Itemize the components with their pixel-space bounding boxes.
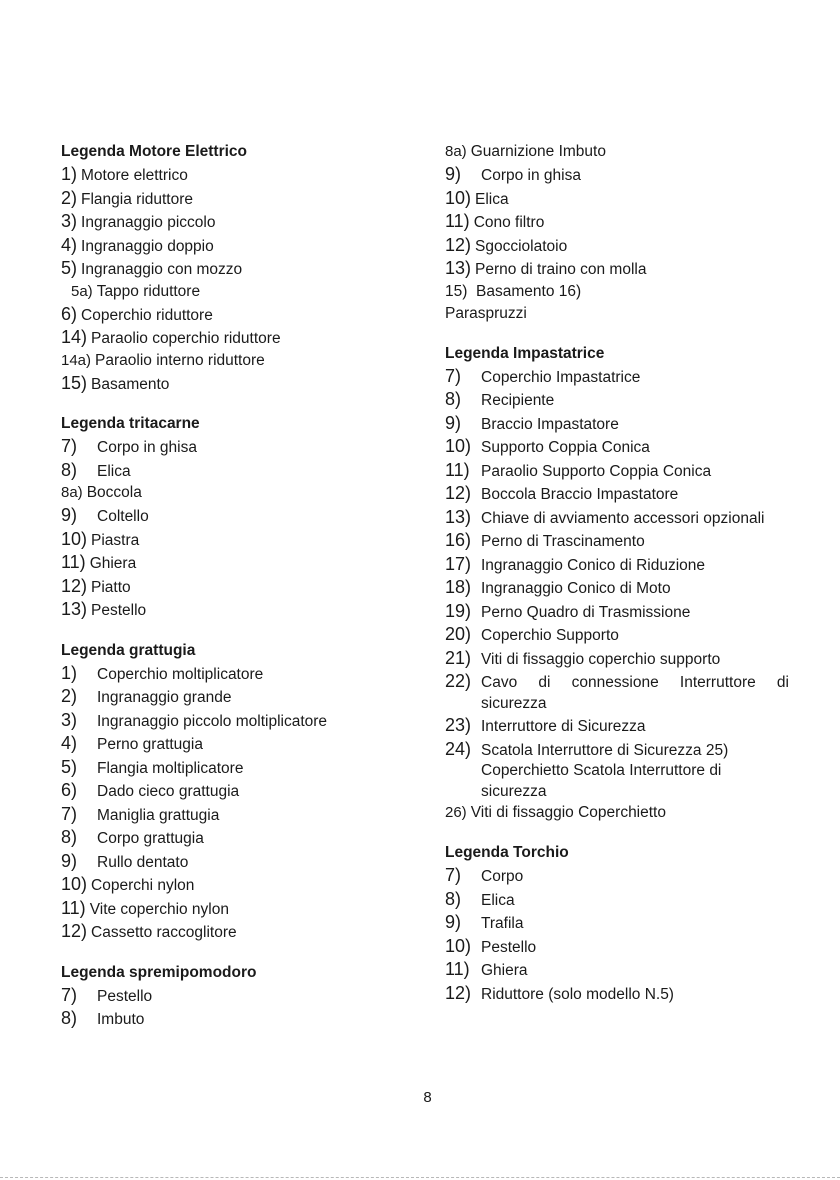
item-number: 18) — [445, 577, 472, 597]
item-number: 3) — [61, 709, 78, 730]
legend-item — [61, 372, 391, 396]
item-number: 8) — [61, 827, 78, 847]
legend-item — [445, 412, 789, 436]
item-number: 19) — [445, 600, 472, 621]
legend-item — [61, 187, 391, 211]
legend-item — [445, 888, 789, 912]
item-text: Tappo riduttore — [96, 282, 201, 300]
item-number: 6) — [61, 303, 78, 324]
legend-item — [61, 210, 391, 234]
item-text: Basamento 16) Paraspruzzi — [445, 282, 582, 322]
item-text: Corpo — [481, 868, 524, 885]
legend-item — [445, 506, 789, 530]
item-number: 12) — [445, 483, 472, 503]
item-number: 8) — [445, 389, 462, 409]
item-number: 12) — [445, 982, 472, 1003]
item-number: 14) — [61, 327, 88, 347]
item-text: Paraolio coperchio riduttore — [91, 330, 281, 347]
item-number: 10) — [445, 935, 472, 956]
item-number: 16) — [445, 530, 472, 550]
legend-item — [445, 234, 789, 258]
item-text: Vite coperchio nylon — [89, 900, 229, 918]
legend-item — [445, 738, 789, 803]
item-text: Rullo dentato — [97, 853, 189, 871]
item-text: Sgocciolatoio — [475, 237, 568, 255]
legend-item — [61, 826, 391, 850]
item-number: 2) — [61, 187, 78, 208]
item-text: Corpo in ghisa — [481, 167, 581, 184]
item-number: 5) — [61, 756, 78, 777]
legend-item — [61, 575, 391, 599]
item-number: 11) — [445, 459, 470, 480]
item-text: Corpo grattugia — [97, 830, 204, 847]
item-number: 8) — [61, 1008, 78, 1028]
legend-section-tritacarne — [61, 413, 391, 622]
legend-item — [445, 435, 789, 459]
item-number: 24) — [445, 738, 472, 759]
legend-item — [445, 576, 789, 600]
item-text: Perno di Trascinamento — [481, 533, 645, 550]
item-text: Recipiente — [481, 392, 555, 409]
item-number: 9) — [445, 912, 462, 932]
item-number: 3) — [61, 211, 78, 231]
legend-item — [445, 482, 789, 506]
legend-item — [61, 528, 391, 552]
item-text: Coperchio moltiplicatore — [97, 665, 264, 683]
legend-item — [445, 529, 789, 553]
legend-item — [61, 598, 391, 622]
legend-item — [61, 281, 391, 303]
item-number: 4) — [61, 733, 78, 753]
legend-item — [445, 958, 789, 982]
item-text: Boccola — [86, 484, 142, 501]
item-text: Paraolio interno riduttore — [95, 351, 265, 369]
item-number: 7) — [445, 865, 462, 885]
item-number: 8) — [445, 888, 462, 909]
legend-item — [445, 141, 789, 163]
item-number: 13) — [445, 258, 472, 278]
item-number: 17) — [445, 553, 472, 574]
legend-item — [61, 482, 391, 504]
legend-item — [61, 897, 391, 921]
item-text: Cono filtro — [473, 214, 545, 231]
item-number: 9) — [61, 505, 78, 525]
legend-item — [61, 756, 391, 780]
legend-item — [61, 685, 391, 709]
item-text: Riduttore (solo modello N.5) — [481, 985, 674, 1003]
right-column — [445, 141, 789, 1023]
legend-item — [445, 935, 789, 959]
item-text: Ingranaggio doppio — [81, 237, 214, 255]
item-number: 1) — [61, 164, 78, 184]
legend-item — [61, 709, 391, 733]
legend-item — [61, 163, 391, 187]
item-text: Perno di traino con molla — [475, 261, 647, 278]
item-text: Ingranaggio Conico di Moto — [481, 580, 671, 597]
legend-item — [61, 326, 391, 350]
legend-item — [61, 504, 391, 528]
legend-section-motore — [61, 141, 391, 395]
section-title: Legenda tritacarne — [61, 415, 200, 432]
item-number: 21) — [445, 647, 472, 668]
item-number: 8a) — [61, 484, 83, 501]
item-number: 8) — [61, 459, 78, 480]
item-text: Corpo in ghisa — [97, 439, 197, 456]
item-text: Perno Quadro di Trasmissione — [481, 603, 691, 621]
legend-item — [61, 873, 391, 897]
item-number: 9) — [445, 164, 462, 184]
item-text: Guarnizione Imbuto — [470, 143, 606, 160]
item-number: 7) — [61, 803, 78, 824]
item-number: 12) — [61, 575, 88, 596]
item-text: Ingranaggio con mozzo — [81, 261, 243, 278]
item-text: Dado cieco grattugia — [97, 783, 240, 800]
item-number: 11) — [61, 897, 86, 918]
item-number: 7) — [61, 984, 78, 1005]
item-number: 5) — [61, 258, 78, 278]
legend-section-torchio — [445, 842, 789, 1005]
item-text: Pestello — [91, 602, 147, 619]
item-text: Pestello — [481, 938, 537, 956]
legend-item — [61, 850, 391, 874]
legend-item — [445, 647, 789, 671]
legend-item — [445, 600, 789, 624]
item-text: Boccola Braccio Impastatore — [481, 486, 679, 503]
legend-item — [61, 1007, 391, 1031]
item-text: Viti di fissaggio Coperchietto — [470, 804, 666, 821]
item-text: Scatola Interruttore di Sicurezza 25) Coperchietto Scatola Interruttore di sicurezza — [481, 741, 729, 800]
item-text: Cassetto raccoglitore — [91, 924, 237, 941]
legend-item — [445, 187, 789, 211]
bottom-divider — [0, 1177, 840, 1178]
legend-section-grattugia — [61, 640, 391, 944]
legend-item — [61, 350, 391, 372]
item-text: Chiave di avviamento accessori opzionali — [481, 509, 765, 527]
legend-item — [445, 388, 789, 412]
legend-item-wrapped — [445, 281, 620, 325]
section-title: Legenda Motore Elettrico — [61, 143, 248, 160]
legend-item — [61, 234, 391, 258]
item-text: Ingranaggio piccolo moltiplicatore — [97, 712, 328, 730]
item-number: 10) — [61, 874, 88, 894]
item-text: Coperchio Impastatrice — [481, 368, 641, 386]
item-number: 23) — [445, 715, 472, 735]
item-text: Paraolio Supporto Coppia Conica — [481, 462, 712, 480]
legend-item — [61, 779, 391, 803]
page-number: 8 — [423, 1089, 432, 1106]
item-text: Coltello — [97, 508, 149, 525]
item-text: Interruttore di Sicurezza — [481, 718, 646, 735]
item-text: Ghiera — [481, 962, 528, 979]
item-text: Ingranaggio piccolo — [81, 214, 216, 231]
item-number: 8a) — [445, 143, 467, 160]
section-title: Legenda grattugia — [61, 641, 196, 659]
legend-item — [445, 714, 789, 738]
section-title: Legenda Torchio — [445, 844, 569, 861]
legend-section-impastatrice — [445, 343, 789, 825]
legend-item — [61, 551, 391, 575]
legend-item — [61, 257, 391, 281]
item-text: Coperchio riduttore — [81, 306, 213, 324]
legend-item — [61, 459, 391, 483]
item-text: Basamento — [91, 375, 170, 393]
item-text: Supporto Coppia Conica — [481, 439, 650, 456]
item-number: 11) — [445, 959, 470, 979]
item-number: 10) — [445, 187, 472, 208]
item-number: 15) — [61, 372, 88, 393]
legend-item — [61, 732, 391, 756]
legend-item — [445, 911, 789, 935]
item-text: Braccio Impastatore — [481, 415, 619, 433]
item-text: Ingranaggio Conico di Riduzione — [481, 556, 706, 574]
item-text: Coperchio Supporto — [481, 627, 619, 644]
legend-item — [445, 982, 789, 1006]
item-number: 13) — [61, 599, 88, 619]
legend-item — [61, 920, 391, 944]
item-number: 10) — [61, 528, 88, 549]
legend-item — [445, 459, 789, 483]
legend-item — [445, 365, 789, 389]
item-text: Flangia moltiplicatore — [97, 759, 244, 777]
legend-item — [445, 802, 789, 824]
item-text: Elica — [481, 891, 515, 909]
item-text: Ghiera — [89, 555, 137, 572]
item-number: 1) — [61, 662, 78, 683]
legend-item — [445, 864, 789, 888]
item-number: 7) — [61, 436, 78, 456]
item-number: 13) — [445, 506, 472, 527]
item-number: 15) — [445, 282, 468, 300]
legend-item — [445, 210, 789, 234]
legend-item — [445, 257, 789, 281]
item-text: Imbuto — [97, 1011, 145, 1028]
legend-item — [445, 553, 789, 577]
item-number: 2) — [61, 686, 78, 706]
item-number: 22) — [445, 671, 472, 691]
legend-item — [61, 803, 391, 827]
legend-item — [61, 662, 391, 686]
item-text: Viti di fissaggio coperchio supporto — [481, 650, 721, 668]
item-number: 14a) — [61, 351, 92, 369]
legend-item — [61, 984, 391, 1008]
item-text: Motore elettrico — [81, 167, 188, 184]
item-number: 7) — [445, 365, 462, 386]
item-number: 5a) — [71, 282, 93, 300]
item-text: Pestello — [97, 987, 153, 1005]
item-number: 11) — [445, 211, 470, 231]
legend-item — [445, 670, 789, 714]
legend-item — [445, 623, 789, 647]
item-number: 20) — [445, 624, 472, 644]
item-number: 10) — [445, 436, 472, 456]
item-text: Piastra — [91, 531, 140, 549]
section-title: Legenda spremipomodoro — [61, 963, 257, 981]
item-number: 12) — [61, 921, 88, 941]
item-number: 4) — [61, 234, 78, 255]
legend-section-spremipomodoro — [61, 962, 391, 1031]
item-text: Maniglia grattugia — [97, 806, 220, 824]
item-number: 9) — [445, 412, 462, 433]
legend-item — [61, 303, 391, 327]
item-text: Ingranaggio grande — [97, 689, 232, 706]
item-number: 11) — [61, 552, 86, 572]
item-text: Elica — [97, 462, 131, 480]
item-text: Flangia riduttore — [81, 190, 194, 208]
left-column — [61, 141, 391, 1049]
item-number: 6) — [61, 780, 78, 800]
item-text: Piatto — [91, 578, 131, 596]
legend-item — [445, 163, 789, 187]
item-number: 9) — [61, 850, 78, 871]
item-number: 12) — [445, 234, 472, 255]
item-text: Trafila — [481, 915, 524, 932]
legend-item — [61, 435, 391, 459]
item-text: Coperchi nylon — [91, 877, 195, 894]
item-number: 26) — [445, 804, 467, 821]
legend-section-spremipomodoro-cont — [445, 141, 789, 325]
item-text: Perno grattugia — [97, 736, 203, 753]
section-title: Legenda Impastatrice — [445, 344, 605, 362]
item-text: Elica — [475, 190, 509, 208]
item-text: Cavo di connessione Interruttore di sicurezza — [481, 674, 789, 712]
